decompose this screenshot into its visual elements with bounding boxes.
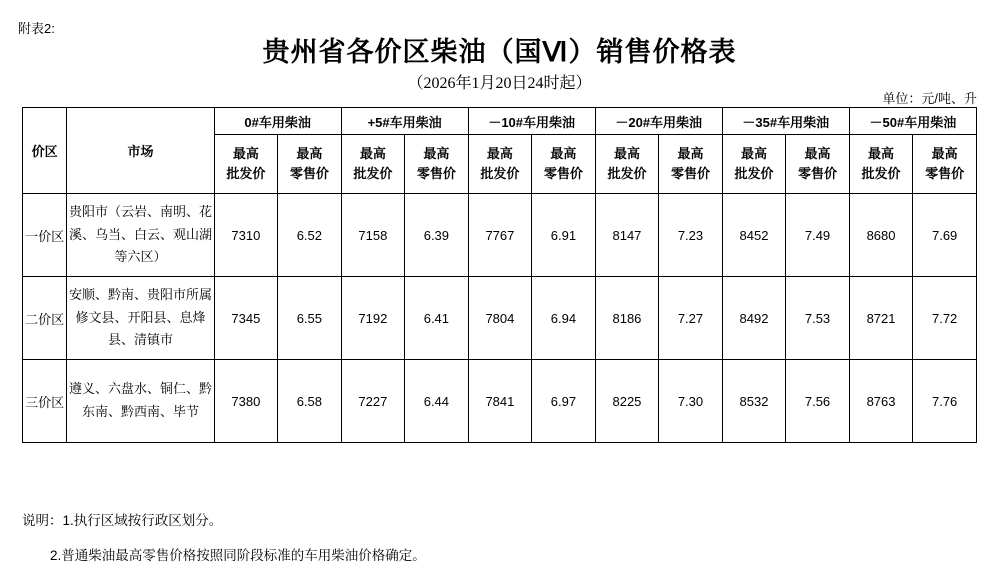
header-retail-2 xyxy=(532,135,596,194)
value-cell: 8680 xyxy=(849,194,913,277)
header-retail-line2-5: 零售价 xyxy=(925,166,965,181)
header-retail-line2-3: 零售价 xyxy=(670,166,710,181)
header-retail-line1-1: 最高 xyxy=(423,145,450,161)
value-cell: 6.39 xyxy=(405,194,469,277)
header-zone: 价区 xyxy=(23,108,67,194)
value-cell: 7.23 xyxy=(659,194,723,277)
header-grade-2: －10#车用柴油 xyxy=(468,108,595,135)
header-wholesale-line1-5: 最高 xyxy=(868,145,895,161)
note-line-1: 说明：1.执行区域按行政区划分。 xyxy=(22,513,223,528)
header-wholesale-line2-5: 批发价 xyxy=(861,166,901,181)
zone-cell: 一价区 xyxy=(23,194,67,277)
value-cell: 8452 xyxy=(722,194,786,277)
header-wholesale-line2-0: 批发价 xyxy=(226,166,266,181)
value-cell: 7158 xyxy=(341,194,405,277)
value-cell: 7.69 xyxy=(913,194,977,277)
value-cell: 8225 xyxy=(595,360,659,443)
header-wholesale-line2-1: 批发价 xyxy=(353,166,393,181)
value-cell: 7192 xyxy=(341,277,405,360)
zone-cell: 二价区 xyxy=(23,277,67,360)
value-cell: 7.30 xyxy=(659,360,723,443)
table-row xyxy=(23,360,977,443)
header-wholesale-3 xyxy=(595,135,659,194)
header-retail-3 xyxy=(659,135,723,194)
unit-note: 单位：元/吨、升 xyxy=(882,91,977,106)
header-retail-0 xyxy=(278,135,342,194)
value-cell: 6.44 xyxy=(405,360,469,443)
page-title: 贵州省各价区柴油（国Ⅵ）销售价格表 xyxy=(262,37,737,67)
header-retail-line2-2: 零售价 xyxy=(543,166,583,181)
header-retail-4 xyxy=(786,135,850,194)
header-wholesale-line2-2: 批发价 xyxy=(480,166,520,181)
header-wholesale-2 xyxy=(468,135,532,194)
zone-cell: 三价区 xyxy=(23,360,67,443)
header-wholesale-4 xyxy=(722,135,786,194)
value-cell: 8492 xyxy=(722,277,786,360)
header-retail-line1-4: 最高 xyxy=(804,145,831,161)
header-wholesale-line1-4: 最高 xyxy=(740,145,767,161)
header-grade-1: +5#车用柴油 xyxy=(341,108,468,135)
value-cell: 7767 xyxy=(468,194,532,277)
header-retail-1 xyxy=(405,135,469,194)
value-cell: 7.49 xyxy=(786,194,850,277)
header-wholesale-1 xyxy=(341,135,405,194)
header-grade-4: －35#车用柴油 xyxy=(722,108,849,135)
value-cell: 6.58 xyxy=(278,360,342,443)
value-cell: 6.52 xyxy=(278,194,342,277)
value-cell: 8532 xyxy=(722,360,786,443)
value-cell: 8186 xyxy=(595,277,659,360)
header-grade-5: －50#车用柴油 xyxy=(849,108,976,135)
table-row xyxy=(23,194,977,277)
header-wholesale-line2-3: 批发价 xyxy=(607,166,647,181)
table-header-grades xyxy=(23,108,977,135)
diesel-price-table xyxy=(22,107,977,443)
header-wholesale-5 xyxy=(849,135,913,194)
market-cell: 遵义、六盘水、铜仁、黔东南、黔西南、毕节 xyxy=(67,360,214,443)
header-retail-line2-0: 零售价 xyxy=(289,166,329,181)
header-wholesale-0 xyxy=(214,135,278,194)
value-cell: 6.41 xyxy=(405,277,469,360)
header-wholesale-line1-3: 最高 xyxy=(613,145,640,161)
header-wholesale-line1-0: 最高 xyxy=(232,145,259,161)
table-row xyxy=(23,277,977,360)
header-retail-line1-3: 最高 xyxy=(677,145,704,161)
value-cell: 7345 xyxy=(214,277,278,360)
value-cell: 7.27 xyxy=(659,277,723,360)
value-cell: 7.76 xyxy=(913,360,977,443)
value-cell: 6.55 xyxy=(278,277,342,360)
value-cell: 6.97 xyxy=(532,360,596,443)
value-cell: 7.56 xyxy=(786,360,850,443)
value-cell: 7380 xyxy=(214,360,278,443)
value-cell: 7804 xyxy=(468,277,532,360)
value-cell: 8147 xyxy=(595,194,659,277)
attachment-label: 附表2: xyxy=(18,21,55,36)
header-grade-0: 0#车用柴油 xyxy=(214,108,341,135)
header-retail-line1-2: 最高 xyxy=(550,145,577,161)
value-cell: 7.53 xyxy=(786,277,850,360)
header-retail-5 xyxy=(913,135,977,194)
header-market: 市场 xyxy=(67,108,214,194)
value-cell: 7841 xyxy=(468,360,532,443)
note-line-2: 2.普通柴油最高零售价格按照同阶段标准的车用柴油价格确定。 xyxy=(50,548,426,564)
header-wholesale-line2-4: 批发价 xyxy=(734,166,774,181)
value-cell: 6.94 xyxy=(532,277,596,360)
header-wholesale-line1-2: 最高 xyxy=(486,145,513,161)
value-cell: 7227 xyxy=(341,360,405,443)
value-cell: 7310 xyxy=(214,194,278,277)
header-wholesale-line1-1: 最高 xyxy=(359,145,386,161)
header-retail-line1-5: 最高 xyxy=(931,145,958,161)
page-subtitle: （2026年1月20日24时起） xyxy=(407,75,592,92)
header-retail-line1-0: 最高 xyxy=(296,145,323,161)
header-retail-line2-1: 零售价 xyxy=(416,166,456,181)
value-cell: 6.91 xyxy=(532,194,596,277)
market-cell: 安顺、黔南、贵阳市所属修文县、开阳县、息烽县、清镇市 xyxy=(67,277,214,360)
value-cell: 8721 xyxy=(849,277,913,360)
market-cell: 贵阳市（云岩、南明、花溪、乌当、白云、观山湖等六区） xyxy=(67,194,214,277)
value-cell: 8763 xyxy=(849,360,913,443)
header-grade-3: －20#车用柴油 xyxy=(595,108,722,135)
notes-section xyxy=(22,503,962,573)
header-retail-line2-4: 零售价 xyxy=(798,166,838,181)
value-cell: 7.72 xyxy=(913,277,977,360)
